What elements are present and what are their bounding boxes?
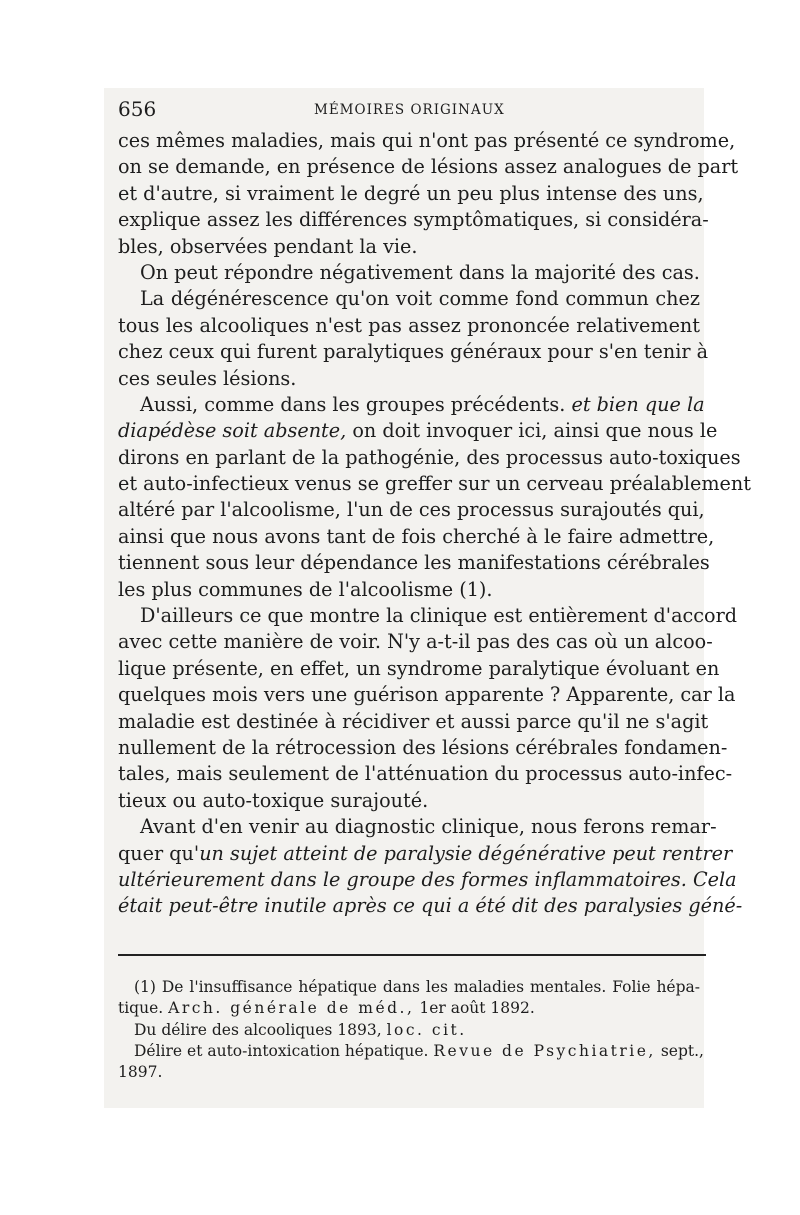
page-header [118,97,700,125]
running-title: MÉMOIRES ORIGINAUX [314,102,505,118]
footnote-line: 1897. [118,1063,163,1082]
text-line: tales, mais seulement de l'atténuation du processus auto-infec- [118,762,733,786]
text-line: tiennent sous leur dépendance les manifestations cérébrales [118,551,710,575]
text-run: tique. [118,999,164,1018]
footnote-rule [118,954,706,956]
text-line: quelques mois vers une guérison apparente ? Apparente, car la [118,683,736,707]
text-line: maladie est destinée à récidiver et aussi parce qu'il ne s'agit [118,709,709,733]
text-line: on se demande, en présence de lésions assez analogues de part [118,155,739,179]
text-line: chez ceux qui furent paralytiques généraux pour s'en tenir à [118,340,709,364]
text-line: avec cette manière de voir. N'y a-t-il pas des cas où un alcoo- [118,630,713,654]
text-line [118,841,733,867]
text-run: Délire et auto-intoxication hépatique. [134,1041,429,1060]
page-number: 656 [118,97,157,121]
text-run: Du délire des alcooliques 1893, [134,1020,382,1039]
text-line: ainsi que nous avons tant de fois cherché à le faire admettre, [118,524,715,548]
spaced-run: Arch. générale de méd., [168,999,415,1018]
text-line: La dégénérescence qu'on voit comme fond commun chez [140,287,700,311]
text-run: Aussi, comme dans les groupes précédents. [140,392,566,416]
text-line: tieux ou auto-toxique surajouté. [118,788,429,812]
text-line: explique assez les différences symptômatiques, si considéra- [118,208,709,232]
text-line: était peut-être inutile après ce qui a été dit des paralysies géné- [118,894,743,918]
text-run: 1er août 1892. [419,999,535,1018]
text-line: dirons en parlant de la pathogénie, des processus auto-toxiques [118,445,741,469]
main-text [118,128,751,920]
text-line: On peut répondre négativement dans la majorité des cas. [140,260,700,284]
text-run: quer qu' [118,841,200,865]
text-line: nullement de la rétrocession des lésions cérébrales fondamen- [118,735,728,759]
spaced-run: loc. cit. [386,1020,467,1039]
footnote-line [118,1020,700,1041]
footnote-line: (1) De l'insuffisance hépatique dans les maladies mentales. Folie hépa- [134,978,700,996]
text-line: ces mêmes maladies, mais qui n'ont pas présenté ce syndrome, [118,129,736,152]
footnote-line [118,1041,704,1062]
text-line [118,418,718,444]
text-line: lique présente, en effet, un syndrome paralytique évoluant en [118,656,720,680]
italic-run: un sujet atteint de paralysie dégénérative peut rentrer [199,841,733,865]
text-line: D'ailleurs ce que montre la clinique est entièrement d'accord [140,604,738,628]
text-line [118,392,705,418]
text-line: ces seules lésions. [118,366,297,390]
text-line: altéré par l'alcoolisme, l'un de ces processus surajoutés qui, [118,498,705,522]
footnotes [118,977,704,1083]
text-line: et auto-infectieux venus se greffer sur un cerveau préalablement [118,472,751,496]
text-line: ultérieurement dans le groupe des formes inflammatoires. Cela [118,867,737,891]
italic-run: diapédèse soit absente, [118,419,347,443]
text-run: sept., [660,1041,704,1060]
text-run: on doit invoquer ici, ainsi que nous le [352,419,718,443]
italic-run: et bien que la [571,392,705,416]
text-line: et d'autre, si vraiment le degré un peu plus intense des uns, [118,181,704,205]
footnote-line [118,998,700,1019]
text-line: Avant d'en venir au diagnostic clinique, nous ferons remar- [140,815,717,839]
text-line: les plus communes de l'alcoolisme (1). [118,577,493,601]
text-line: tous les alcooliques n'est pas assez prononcée relativement [118,313,700,337]
spaced-run: Revue de Psychiatrie, [433,1041,656,1060]
text-line: bles, observées pendant la vie. [118,234,418,258]
